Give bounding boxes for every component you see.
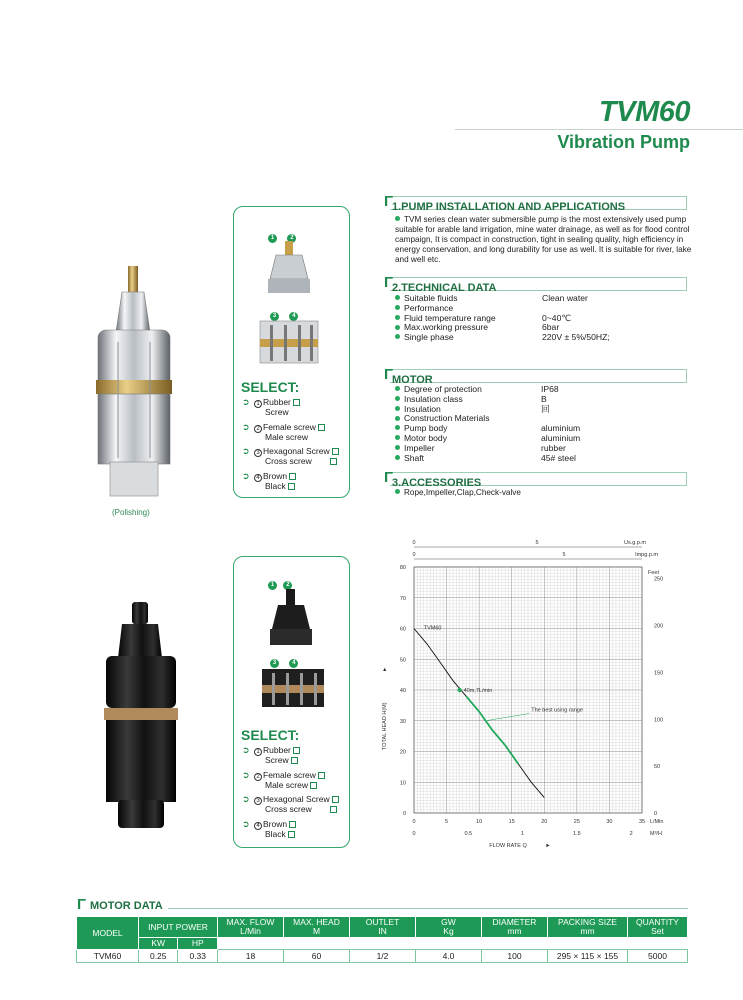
accessories-line: Rope,Impeller,Clap,Check-valve <box>404 488 521 497</box>
tick-label-y: 20 <box>399 749 406 756</box>
tick-label-feet: 50 <box>654 764 661 771</box>
part-number-2: 2 <box>283 581 292 590</box>
option-checkbox[interactable] <box>332 448 339 455</box>
option-label: Cross screw <box>265 804 312 814</box>
tick-label-x: 5 <box>445 819 449 825</box>
select-box-silver <box>233 206 350 498</box>
arrow-right-icon: ➲ <box>242 421 250 432</box>
tick-label-y: 0 <box>402 811 406 817</box>
col-packing-label: PACKING SIZE <box>558 917 617 927</box>
section-bracket-icon: Γ <box>384 193 394 210</box>
spec-value: aluminium <box>541 423 581 434</box>
spec-key: Single phase <box>404 332 454 343</box>
col-max-flow-label: MAX. FLOW <box>226 917 275 927</box>
col-packing <box>548 917 628 938</box>
option-label: Female screw <box>263 421 316 432</box>
section-title: 1.PUMP INSTALLATION AND APPLICATIONS <box>392 201 626 213</box>
tick-label-x: 15 <box>508 819 515 825</box>
table-header-row <box>77 917 688 938</box>
motor-data-list <box>395 385 695 463</box>
option-checkbox[interactable] <box>291 757 298 764</box>
axis-unit-us: Us.g.p.m <box>623 540 646 546</box>
tick-label-imp: 5 <box>562 552 566 558</box>
tick-label-y: 30 <box>399 718 406 725</box>
option-checkbox[interactable] <box>288 831 295 838</box>
tick-label-us: 0 <box>412 540 416 546</box>
option-label: Hexagonal Screw <box>263 794 330 804</box>
spec-value: 6bar <box>542 322 560 333</box>
spec-value: Clean water <box>542 293 588 303</box>
axis-label-y: TOTAL HEAD H(M) <box>382 702 388 750</box>
tick-label-x: 0 <box>412 819 416 825</box>
cell-outlet: 1/2 <box>350 950 416 963</box>
option-label: Screw <box>265 407 289 417</box>
col-max-flow-unit: L/Min <box>240 926 261 936</box>
arrow-right-icon: ➲ <box>242 769 250 780</box>
annotation-label: 40m,7L/min <box>463 688 493 694</box>
arrow-right-icon: ➲ <box>242 794 250 804</box>
option-group-1 <box>242 746 350 766</box>
col-quantity-unit: Set <box>651 926 664 936</box>
bullet-icon <box>395 455 400 460</box>
option-label: Male screw <box>265 779 308 790</box>
tick-label-y: 60 <box>399 626 406 633</box>
polishing-caption: (Polishing) <box>112 508 150 517</box>
option-checkbox[interactable] <box>318 424 325 431</box>
accessories-text <box>395 488 695 498</box>
option-label: Rubber <box>263 397 291 407</box>
option-label: Brown <box>263 470 288 481</box>
col-quantity-label: QUANTITY <box>636 917 679 927</box>
arrow-right-icon: ➲ <box>242 470 250 481</box>
tick-label-x: 35 <box>638 819 646 825</box>
option-label: Brown <box>263 818 288 829</box>
option-number: 3 <box>254 797 262 805</box>
option-number: 2 <box>254 425 262 433</box>
performance-chart-svg <box>376 535 676 855</box>
option-number: 3 <box>254 449 262 457</box>
cell-kw: 0.25 <box>139 950 178 963</box>
tick-label-m3h: 2 <box>629 831 633 837</box>
axis-arrow-right-icon: ► <box>545 843 551 849</box>
section-bracket-icon: Γ <box>77 896 87 913</box>
spec-row <box>395 333 695 343</box>
option-group-4 <box>242 472 350 492</box>
option-checkbox[interactable] <box>289 473 296 480</box>
option-label: Black <box>265 828 286 839</box>
tick-label-y: 10 <box>399 780 406 787</box>
col-diameter-unit: mm <box>507 926 522 936</box>
option-label: Hexagonal Screw <box>263 446 330 456</box>
technical-data-list <box>395 294 695 343</box>
bullet-icon <box>395 396 400 401</box>
option-group-4 <box>242 820 350 840</box>
axis-unit-m3h: M³/H <box>650 831 662 837</box>
table-row <box>77 950 688 963</box>
tick-label-feet: 100 <box>654 717 664 724</box>
col-kw: KW <box>139 938 178 950</box>
bullet-icon <box>395 406 400 411</box>
table-subheader-row <box>77 938 688 950</box>
col-quantity <box>628 917 688 938</box>
col-packing-unit: mm <box>580 926 595 936</box>
option-label: Screw <box>265 755 289 765</box>
col-outlet-label: OUTLET <box>365 917 400 927</box>
select-options <box>242 398 350 491</box>
section-motor-header <box>384 366 687 386</box>
part-number-3: 3 <box>270 659 279 668</box>
axis-label-x: FLOW RATE Q <box>489 843 527 849</box>
col-max-head-label: MAX. HEAD <box>293 917 340 927</box>
title-divider <box>455 129 743 130</box>
performance-chart <box>376 535 676 855</box>
option-group-3 <box>242 795 350 815</box>
spec-key: Degree of protection <box>404 384 482 394</box>
bullet-icon <box>395 305 400 310</box>
section-accessories-header <box>384 469 687 489</box>
option-group-1 <box>242 398 350 418</box>
col-max-head <box>284 917 350 938</box>
section-title: 2.TECHNICAL DATA <box>392 282 497 294</box>
tick-label-feet: 0 <box>654 811 658 817</box>
tick-label-imp: 0 <box>412 552 416 558</box>
spec-key: Insulation <box>404 403 441 414</box>
option-number: 2 <box>254 773 262 781</box>
col-outlet <box>350 917 416 938</box>
col-diameter-label: DIAMETER <box>492 917 537 927</box>
spec-value: rubber <box>541 442 566 453</box>
section-bracket-icon: Γ <box>384 366 394 383</box>
select-options <box>242 746 350 839</box>
spec-key: Max.working pressure <box>404 322 489 333</box>
option-checkbox[interactable] <box>318 772 325 779</box>
bullet-icon <box>395 435 400 440</box>
spec-value: IP68 <box>541 384 559 394</box>
tick-label-x: 10 <box>476 819 483 825</box>
bullet-icon <box>395 216 400 221</box>
bullet-icon <box>395 489 400 494</box>
arrow-right-icon: ➲ <box>242 818 250 829</box>
tick-label-m3h: 0.5 <box>464 831 473 837</box>
tick-label-m3h: 1.5 <box>573 831 581 837</box>
col-diameter <box>482 917 548 938</box>
bullet-icon <box>395 325 400 330</box>
spec-value: 220V ± 5%/50HZ; <box>542 332 610 343</box>
part-number-1: 1 <box>268 234 277 243</box>
product-subtitle: Vibration Pump <box>557 132 690 152</box>
option-number: 1 <box>254 400 262 408</box>
series-label: TVM60 <box>423 625 442 632</box>
col-hp: HP <box>178 938 218 950</box>
tick-label-feet: 150 <box>654 670 664 677</box>
spec-value: 0~40℃ <box>542 312 572 323</box>
section-title: 3.ACCESSORIES <box>392 477 482 489</box>
section-bracket-icon: Γ <box>384 469 394 486</box>
col-outlet-unit: IN <box>378 926 387 936</box>
spec-value: B <box>541 393 547 404</box>
option-number: 1 <box>254 748 262 756</box>
spec-value: aluminium <box>541 432 581 443</box>
cell-hp: 0.33 <box>178 950 218 963</box>
option-label: Female screw <box>263 769 316 780</box>
cell-quantity: 5000 <box>628 950 688 963</box>
part-number-4: 4 <box>289 659 298 668</box>
cell-diameter: 100 <box>482 950 548 963</box>
option-checkbox[interactable] <box>330 806 337 813</box>
bullet-icon <box>395 416 400 421</box>
arrow-right-icon: ➲ <box>242 446 250 456</box>
option-group-2 <box>242 423 350 443</box>
tick-label-x: 25 <box>573 819 580 825</box>
pump-bolts-detail-image <box>258 665 328 711</box>
model-title: TVM60 <box>599 96 690 128</box>
tick-label-y: 80 <box>399 565 406 571</box>
option-checkbox[interactable] <box>330 458 337 465</box>
col-gw-label: GW <box>441 917 456 927</box>
tick-label-y: 50 <box>399 657 406 664</box>
spec-key: Construction Materials <box>404 413 490 424</box>
motor-data-divider <box>168 908 688 909</box>
tick-label-x: 20 <box>541 819 548 825</box>
spec-key: Suitable fluids <box>404 293 458 303</box>
annotation-point <box>457 688 461 692</box>
section-title: MOTOR <box>392 374 433 386</box>
tick-label-feet: 200 <box>654 623 664 630</box>
col-max-head-unit: M <box>312 926 321 936</box>
select-title: SELECT: <box>241 379 300 395</box>
tick-label-feet: 250 <box>654 576 664 583</box>
option-checkbox[interactable] <box>293 747 300 754</box>
arrow-right-icon: ➲ <box>242 397 250 407</box>
option-checkbox[interactable] <box>310 782 317 789</box>
option-label: Male screw <box>265 431 308 442</box>
axis-unit-imp: Impg.p.m <box>635 552 658 558</box>
spec-key: Motor body <box>404 432 447 443</box>
section-bracket-icon: Γ <box>384 274 394 291</box>
bullet-icon <box>395 425 400 430</box>
bullet-icon <box>395 386 400 391</box>
option-label: Rubber <box>263 745 291 755</box>
cell-max-flow: 18 <box>218 950 284 963</box>
cell-model: TVM60 <box>77 950 139 963</box>
spec-key: Insulation class <box>404 393 463 404</box>
option-group-2 <box>242 771 350 791</box>
tick-label-x: 30 <box>606 819 613 825</box>
spec-row <box>395 454 695 464</box>
part-number-2: 2 <box>287 234 296 243</box>
option-checkbox[interactable] <box>288 483 295 490</box>
spec-key: Impeller <box>404 442 435 453</box>
spec-key: Performance <box>404 302 454 313</box>
spec-key: Fluid temperature range <box>404 312 496 323</box>
option-label: Cross screw <box>265 456 312 466</box>
axis-arrow-up-icon: ▲ <box>382 667 388 673</box>
pump-image-silver <box>88 262 180 500</box>
cell-max-head: 60 <box>284 950 350 963</box>
section-technical-header <box>384 274 687 294</box>
pump-bolts-detail-image <box>254 317 324 367</box>
col-model: MODEL <box>77 917 139 950</box>
axis-label-feet: Feet <box>648 570 660 576</box>
tick-label-y: 40 <box>399 688 406 694</box>
part-number-3: 3 <box>270 312 279 321</box>
option-checkbox[interactable] <box>289 821 296 828</box>
annotation-label: The best using range <box>531 707 583 714</box>
spec-key: Pump body <box>404 423 448 434</box>
tick-label-y: 70 <box>399 595 406 602</box>
axis-unit-x: L/Min <box>650 819 664 825</box>
option-checkbox[interactable] <box>293 399 300 406</box>
select-box-black <box>233 556 350 848</box>
spec-value: 45# steel <box>541 452 576 463</box>
motor-data-table <box>76 916 688 963</box>
col-max-flow <box>218 917 284 938</box>
tick-label-m3h: 1 <box>521 831 525 837</box>
select-title: SELECT: <box>241 727 300 743</box>
spec-key: Shaft <box>404 452 425 463</box>
tick-label-m3h: 0 <box>412 831 416 837</box>
installation-paragraph: TVM series clean water submersible pump is the most extensively used pump suitable for arable land irrigation, mine water drainage, as well as for flood control campaign, It is compact in construction, tight in sealing quality, high efficiency in energy conservation, and long durability for use as well. It is suitable for river, lake and well etc. <box>395 215 692 264</box>
arrow-right-icon: ➲ <box>242 745 250 755</box>
option-group-3 <box>242 447 350 467</box>
bullet-icon <box>395 315 400 320</box>
option-number: 4 <box>254 822 262 830</box>
bullet-icon <box>395 334 400 339</box>
option-label: Black <box>265 480 286 491</box>
col-gw <box>416 917 482 938</box>
part-number-1: 1 <box>268 581 277 590</box>
col-input-power: INPUT POWER <box>139 917 218 938</box>
part-number-4: 4 <box>289 312 298 321</box>
section-installation-header <box>384 193 687 213</box>
pump-top-detail-image <box>266 587 316 647</box>
option-checkbox[interactable] <box>332 796 339 803</box>
pump-image-black <box>96 600 186 832</box>
motor-data-title: MOTOR DATA <box>90 900 163 912</box>
bullet-icon <box>395 445 400 450</box>
tick-label-us: 5 <box>535 540 539 546</box>
option-number: 4 <box>254 474 262 482</box>
cell-packing: 295 × 115 × 155 <box>548 950 628 963</box>
spec-value: 回 <box>541 403 550 414</box>
pump-top-detail-image <box>264 239 314 295</box>
bullet-icon <box>395 295 400 300</box>
cell-gw: 4.0 <box>416 950 482 963</box>
installation-text <box>395 215 695 265</box>
col-gw-unit: Kg <box>443 926 454 936</box>
